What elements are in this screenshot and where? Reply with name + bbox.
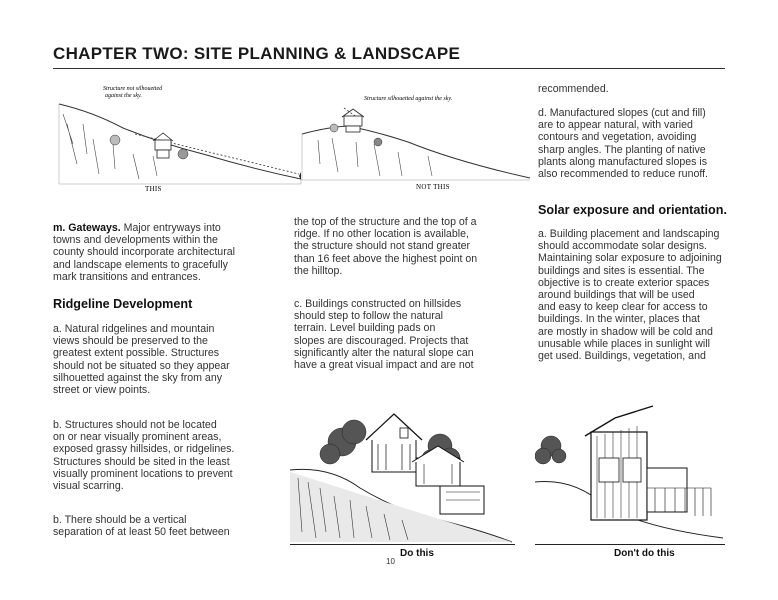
do-this-caption: Do this — [400, 548, 434, 559]
gateways-paragraph: m. Gateways. Major entryways into towns and developments within the county should incorporate architectural and landscape elements to gracefully mark transitions and entrances. — [53, 222, 235, 283]
this-note-line-1: Structure not silhouetted — [103, 86, 163, 92]
col3-paragraph-top: recommended. — [538, 83, 609, 95]
dont-do-this-rule — [535, 544, 725, 545]
illustration-dont-do-this — [535, 398, 725, 544]
ridgeline-heading: Ridgeline Development — [53, 297, 193, 311]
this-caption: THIS — [145, 185, 162, 193]
illustration-this — [53, 84, 303, 194]
solar-heading: Solar exposure and orientation. — [538, 203, 727, 217]
do-this-rule — [290, 544, 515, 545]
page-title: CHAPTER TWO: SITE PLANNING & LANDSCAPE — [53, 44, 461, 63]
col2-paragraph-top: the top of the structure and the top of a ridge. If no other location is available, the structure should not stand greater than 16 feet above the highest point on the hilltop. — [294, 216, 478, 277]
solar-paragraph: a. Building placement and landscaping should accommodate solar designs. Maintaining solar exposure to adjoining buildings and sites is essential. The objective is to create exterior spaces around buildings that will be used and easy to keep clear for access to buildings. In the winter, places that are mostly in shadow will be cold and unusable while places in sunlight will get used. Buildings, vegetation, and — [538, 228, 722, 363]
ridgeline-paragraph-b1: b. Structures should not be located on or near visually prominent areas, exposed grassy hillsides, or ridgelines. Structures should be sited in the least visually prominent locations to prevent visual scarring. — [53, 419, 235, 493]
not-this-note: Structure silhouetted against the sky. — [364, 96, 453, 102]
col2-paragraph-c: c. Buildings constructed on hillsides should step to follow the natural terrain. Level building pads on slopes are discouraged. Projects that significantly alter the natural slope can have a great visual impact and are not — [294, 298, 474, 372]
gateways-label: m. Gateways. — [53, 222, 121, 234]
page-number: 10 — [386, 557, 395, 566]
not-this-caption: NOT THIS — [416, 183, 450, 191]
this-note-line-2: against the sky. — [105, 93, 142, 99]
col3-paragraph-d: d. Manufactured slopes (cut and fill) are to appear natural, with varied contours and vegetation, avoiding sharp angles. The planting of native plants along manufactured slopes is also recommended to reduce runoff. — [538, 107, 708, 181]
ridgeline-paragraph-a: a. Natural ridgelines and mountain views should be preserved to the greatest extent possible. Structures should not be situated so they appear silhouetted against the sky from any street or view points. — [53, 323, 230, 397]
dont-do-this-caption: Don't do this — [614, 548, 675, 559]
title-rule — [53, 68, 725, 69]
illustration-do-this — [290, 392, 515, 544]
illustration-not-this — [298, 92, 533, 197]
ridgeline-paragraph-b2: b. There should be a vertical separation of at least 50 feet between — [53, 514, 230, 539]
